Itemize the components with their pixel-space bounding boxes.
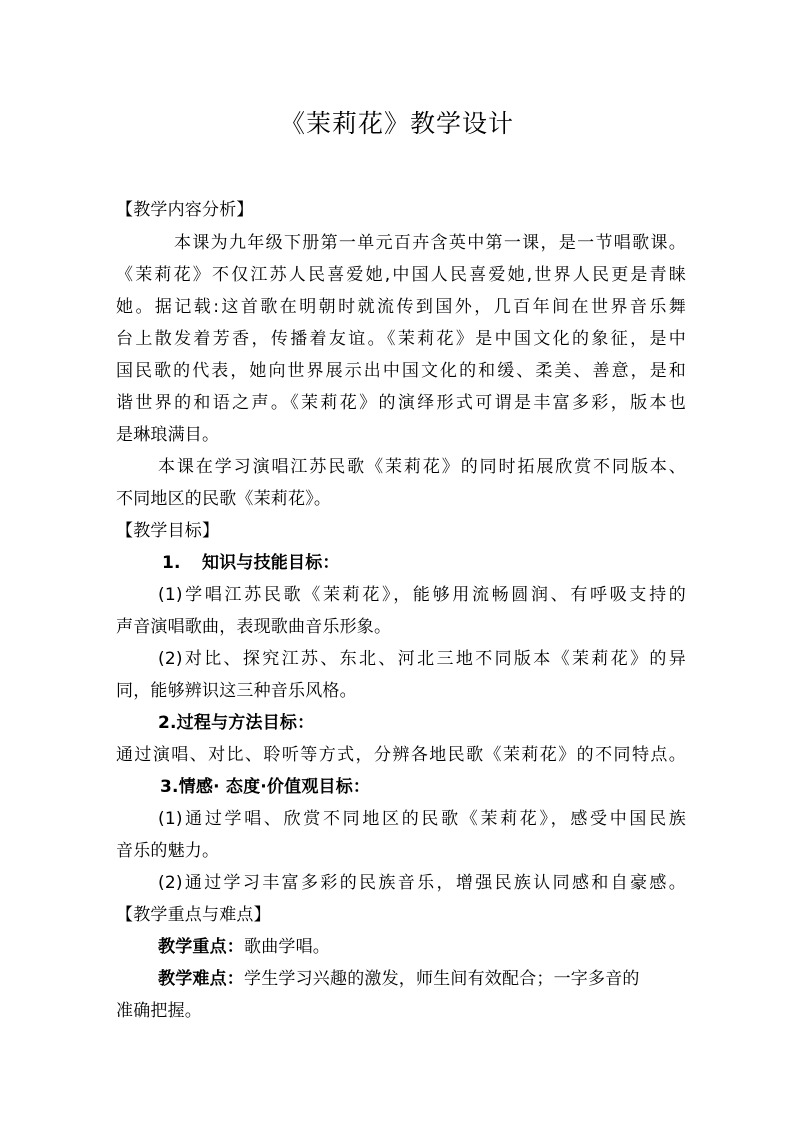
focus-row [158, 932, 728, 962]
document-title: 《茉莉花》教学设计 [279, 109, 514, 138]
difficulty-row [158, 964, 728, 994]
paragraph-line: 《茉莉花》不仅江苏人民喜爱她,中国人民喜爱她,世界人民更是青睐 [116, 265, 686, 285]
difficulty-label: 教学难点： [158, 969, 244, 989]
goal1-item2-line: (2)对比、探究江苏、东北、河北三地不同版本《茉莉花》的异 [158, 649, 686, 669]
section-heading-key-points: 【教学重点与难点】 [116, 905, 271, 925]
focus-text: 歌曲学唱。 [244, 937, 330, 957]
goal3-item1-line: (1)通过学唱、欣赏不同地区的民歌《茉莉花》，感受中国民族 [158, 809, 686, 829]
paragraph-line: 本课为九年级下册第一单元百卉含英中第一课，是一节唱歌课。 [174, 233, 686, 253]
difficulty-text: 学生学习兴趣的激发，师生间有效配合；一字多音的 [244, 969, 640, 989]
goal1-title: 知识与技能目标： [202, 553, 340, 573]
paragraph-line: 国民歌的代表，她向世界展示出中国文化的和缓、柔美、善意，是和 [116, 361, 686, 381]
paragraph-line: 谐世界的和语之声。《茉莉花》的演绎形式可谓是丰富多彩，版本也 [116, 393, 686, 413]
difficulty-text-cont: 准确把握。 [116, 1001, 202, 1021]
goal1-item2-line: 同，能够辨识这三种音乐风格。 [116, 681, 357, 701]
paragraph-line: 她。据记载:这首歌在明朝时就流传到国外，几百年间在世界音乐舞 [116, 297, 686, 317]
paragraph-line: 本课在学习演唱江苏民歌《茉莉花》的同时拓展欣赏不同版本、 [158, 457, 686, 477]
goal1-number: 1. [162, 553, 181, 573]
goal3-title: 3.情感· 态度·价值观目标： [160, 777, 371, 797]
paragraph-line: 不同地区的民歌《茉莉花》。 [116, 489, 332, 509]
goal1-item1-line: (1)学唱江苏民歌《茉莉花》，能够用流畅圆润、有呼吸支持的 [158, 585, 686, 605]
paragraph-line: 是琳琅满目。 [116, 425, 220, 445]
goal3-item2: (2)通过学习丰富多彩的民族音乐，增强民族认同感和自豪感。 [158, 873, 686, 893]
section-heading-objectives: 【教学目标】 [116, 521, 220, 541]
goal2-title: 2.过程与方法目标： [158, 713, 315, 733]
focus-label: 教学重点： [158, 937, 244, 957]
goal3-item1-line: 音乐的魅力。 [116, 841, 220, 861]
goal1-item1-line: 声音演唱歌曲，表现歌曲音乐形象。 [116, 617, 392, 637]
goal2-text: 通过演唱、对比、聆听等方式，分辨各地民歌《茉莉花》的不同特点。 [116, 745, 686, 765]
paragraph-line: 台上散发着芳香，传播着友谊。《茉莉花》是中国文化的象征，是中 [116, 329, 686, 349]
section-heading-content-analysis: 【教学内容分析】 [116, 200, 254, 220]
